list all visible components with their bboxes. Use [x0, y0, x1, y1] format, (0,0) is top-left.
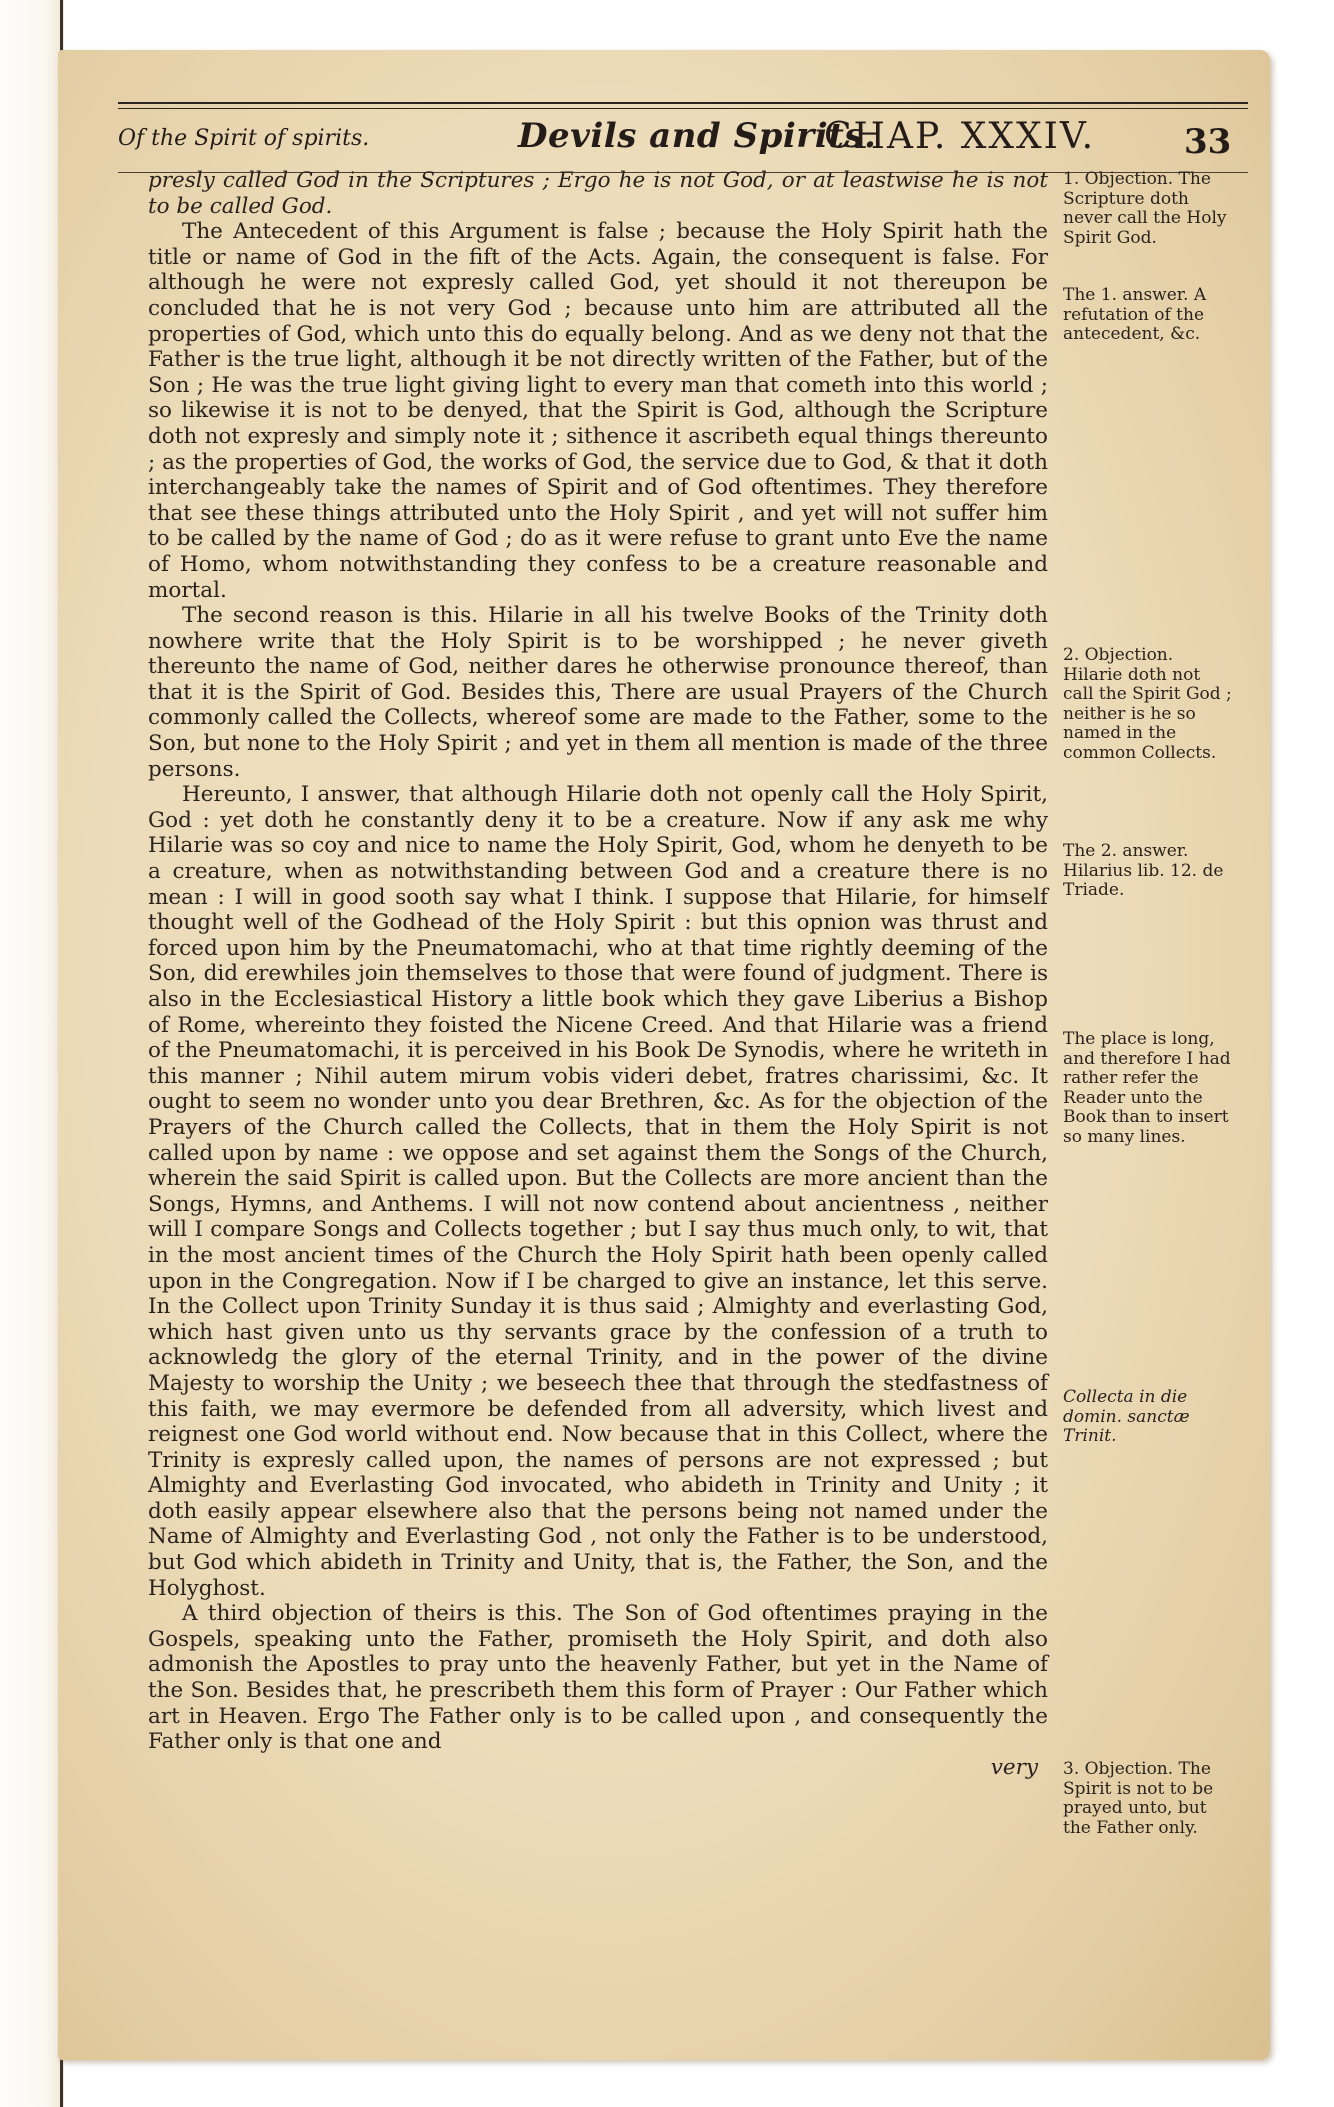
margin-note-1: 1. Objection. The Scripture doth never call the Holy Spirit God. — [1063, 169, 1227, 248]
header-center-title: Devils and Spirits. — [518, 116, 877, 156]
book-page — [58, 50, 1270, 2060]
paragraph-4: Hereunto, I answer, that although Hilarie doth not openly call the Holy Spirit, God : yet doth he constantly deny it to be a creature. Now if any ask me why Hilarie was so coy and nice to name the Holy Spirit, God, whom he denyeth to be a creature, when as notwithstanding between God and a creature there is no mean : I will in good sooth say what I think. I suppose that Hilarie, for himself thought well of the Godhead of the Holy Spirit : but this opnion was thrust and forced upon him by the Pneumatomachi, who at that time rightly deeming of the Son, did erewhiles join themselves to those that were found of judgment. There is also in the Ecclesiastical History a little book which they gave Liberius a Bishop of Rome, whereinto they foisted the Nicene Creed. And that Hilarie was a friend of the Pneumatomachi, it is perceived in his Book De Synodis, where he writeth in this manner ; Nihil autem mirum vobis videri debet, fratres charissimi, &c. It ought to seem no wonder unto you dear Brethren, &c. As for the objection of the Prayers of the Church called the Collects, that in them the Holy Spirit is not called upon by name : we oppose and set against them the Songs of the Church, wherein the said Spirit is called upon. But the Collects are more ancient than the Songs, Hymns, and Anthems. I will not now contend about ancientness , neither will I compare Songs and Collects together ; but I say thus much only, to wit, that in the most ancient times of the Church the Holy Spirit hath been openly called upon in the Congregation. Now if I be charged to give an instance, let this serve. In the Collect upon Trinity Sunday it is thus said ; Almighty and everlasting God, which hast given unto us thy servants grace by the confession of a truth to acknowledg the glory of the eternal Trinity, and in the power of the divine Majesty to worship the Unity ; we beseech thee that through the stedfastness of this faith, we may evermore be defended from all adversity, which livest and reignest one God world without end. Now because that in this Collect, where the Trinity is expresly called upon, the names of persons are not expressed ; but Almighty and Everlasting God invocated, who abideth in Trinity and Unity ; it doth easily appear elsewhere also that the persons being not named under the Name of Almighty and Everlasting God , not only the Father is to be understood, but God which abideth in Trinity and Unity, that is, the Father, the Son, and the Holyghost. — [148, 782, 1048, 1601]
header-rule-thin — [118, 108, 1248, 109]
main-text-column — [148, 168, 1048, 1780]
paragraph-5: A third objection of theirs is this. The Son of God oftentimes praying in the Gospels, speaking unto the Father, promiseth the Holy Spirit, and doth also admonish the Apostles to pray unto the heavenly Father, but yet in the Name of the Son. Besides that, he prescribeth them this form of Prayer : Our Father which art in Heaven. Ergo The Father only is to be called upon , and consequently the Father only is that one and — [148, 1601, 1048, 1755]
paragraph-1: presly called God in the Scriptures ; Ergo he is not God, or at leastwise he is not to be called God. — [148, 168, 1048, 219]
margin-note-7: 3. Objection. The Spirit is not to be prayed unto, but the Father only. — [1063, 1759, 1214, 1838]
running-header — [118, 110, 1248, 170]
margin-note-2: The 1. answer. A refutation of the antecedent, &c. — [1063, 285, 1207, 344]
paragraph-3: The second reason is this. Hilarie in all his twelve Books of the Trinity doth nowhere write that the Holy Spirit is to be worshipped ; he never giveth thereunto the name of God, neither dares he otherwise pronounce thereof, than that it is the Spirit of God. Besides this, There are usual Prayers of the Church commonly called the Collects, whereof some are made to the Father, some to the Son, but none to the Holy Spirit ; and yet in them all mention is made of the three persons. — [148, 603, 1048, 782]
margin-note-6: Collecta in die domin. sanctæ Trinit. — [1063, 1387, 1190, 1446]
header-chapter: CHAP. XXXIV. — [824, 116, 1096, 157]
header-rule — [118, 102, 1248, 104]
facing-page-edge — [0, 0, 64, 2107]
catchword: very — [990, 1754, 1038, 1780]
paragraph-2: The Antecedent of this Argument is false ; because the Holy Spirit hath the title or name of God in the fift of the Acts. Again, the consequent is false. For although he were not expresly called God, yet should it not thereupon be concluded that he is not very God ; because unto him are attributed all the properties of God, which unto this do equally belong. And as we deny not that the Father is the true light, although it be not directly written of the Father, but of the Son ; He was the true light giving light to every man that cometh into this world ; so likewise it is not to be denyed, that the Spirit is God, although the Scripture doth not expresly and simply note it ; sithence it ascribeth equal things thereunto ; as the properties of God, the works of God, the service due to God, & that it doth interchangeably take the names of Spirit and of God oftentimes. They therefore that see these things attributed unto the Holy Spirit , and yet will not suffer him to be called by the name of God ; do as it were refuse to grant unto Eve the name of Homo, whom notwithstanding they confess to be a creature reasonable and mortal. — [148, 219, 1048, 603]
margin-note-3: 2. Objection. Hilarie doth not call the Spirit God ; neither is he so named in the common Collects. — [1063, 645, 1232, 763]
page-number: 33 — [1184, 122, 1232, 162]
margin-note-4: The 2. answer. Hilarius lib. 12. de Triade. — [1063, 841, 1224, 900]
header-left-title: Of the Spirit of spirits. — [118, 126, 370, 151]
margin-note-5: The place is long, and therefore I had rather refer the Reader unto the Book than to insert so many lines. — [1063, 1029, 1231, 1147]
